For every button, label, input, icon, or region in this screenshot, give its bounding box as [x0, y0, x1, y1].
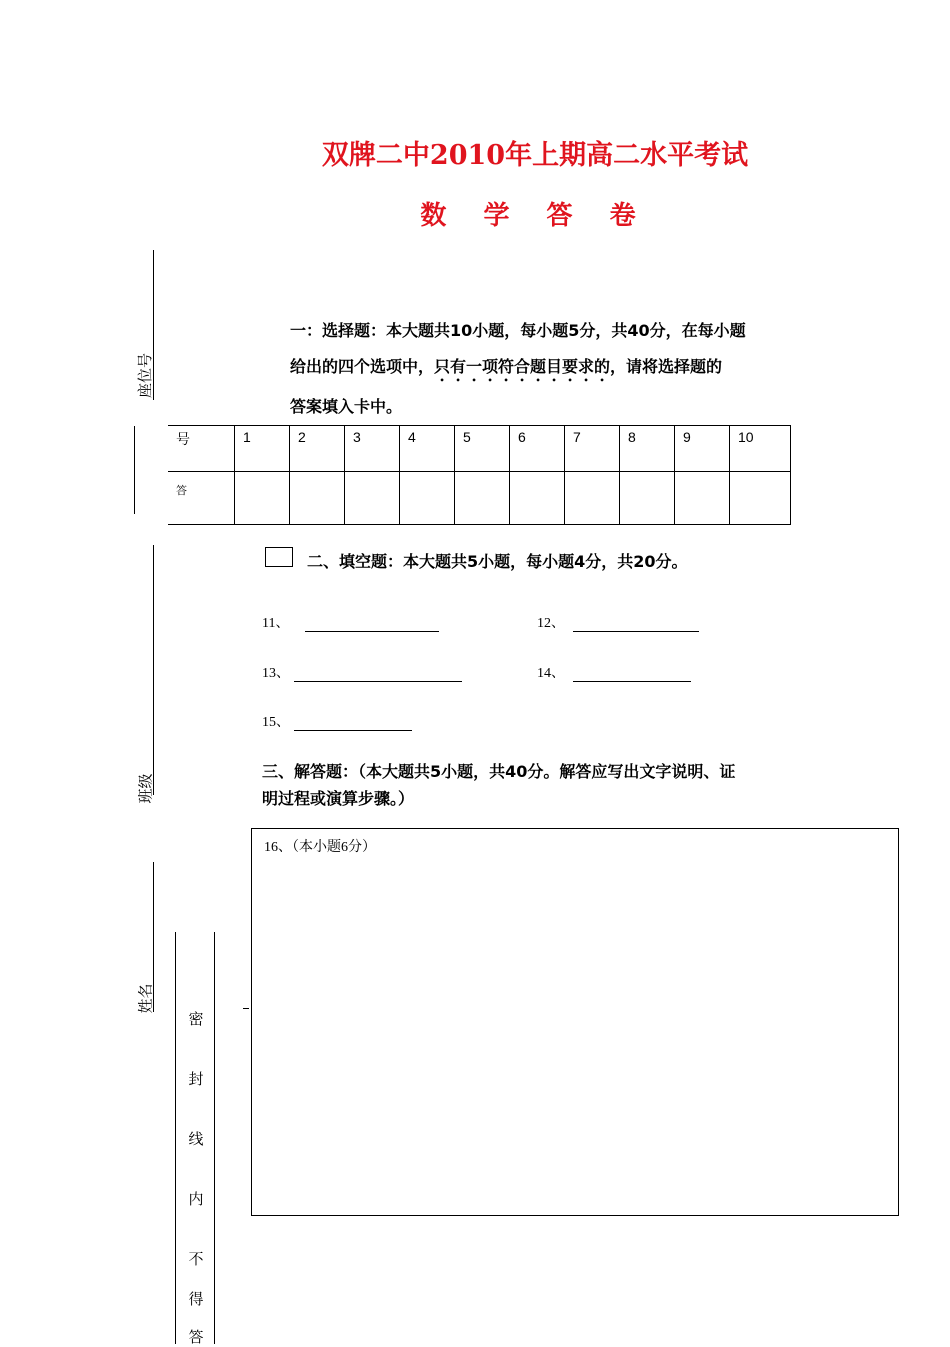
grid-number: 5 — [455, 426, 510, 472]
seal-char: 不 — [188, 1250, 204, 1268]
grid-number-row — [168, 426, 791, 472]
grid-number: 4 — [400, 426, 455, 472]
exam-title: 双牌二中2010年上期高二水平考试 — [321, 140, 749, 171]
answer-cell-3[interactable] — [345, 472, 400, 525]
section3-heading-line2: 明过程或演算步骤。） — [262, 789, 415, 808]
grid-answer-row — [168, 472, 791, 525]
seal-char: 得 — [188, 1290, 204, 1308]
seal-char: 封 — [188, 1070, 204, 1088]
class-field-line — [153, 545, 154, 795]
answer-cell-1[interactable] — [235, 472, 290, 525]
seal-line-right — [214, 932, 215, 1344]
grid-number: 8 — [620, 426, 675, 472]
score-box — [265, 547, 293, 567]
blank-label: 14、 — [537, 666, 565, 681]
blank-label: 11、 — [262, 616, 290, 631]
answer-cell-9[interactable] — [675, 472, 730, 525]
seat-field-label: 座位号 — [136, 352, 155, 399]
grid-number: 2 — [290, 426, 345, 472]
grid-row-head: 答 — [168, 472, 235, 525]
section1-emphasis: 只有一项符合题目要求的 — [434, 357, 611, 376]
answer-grid — [168, 425, 791, 525]
answer-cell-4[interactable] — [400, 472, 455, 525]
seal-line-left — [175, 932, 176, 1344]
grid-number: 7 — [565, 426, 620, 472]
answer-cell-5[interactable] — [455, 472, 510, 525]
margin-line — [134, 426, 135, 514]
blank-11 — [262, 612, 439, 632]
blank-label: 13、 — [262, 666, 290, 681]
seal-char: 线 — [188, 1130, 204, 1148]
answer-box-16[interactable] — [251, 828, 899, 1216]
answer-cell-8[interactable] — [620, 472, 675, 525]
answer-blank-12[interactable] — [573, 615, 699, 632]
blank-13 — [262, 662, 462, 682]
blank-14 — [537, 662, 691, 682]
answer-cell-10[interactable] — [730, 472, 791, 525]
exam-subtitle: 数 学 答 卷 — [420, 201, 650, 231]
answer-cell-6[interactable] — [510, 472, 565, 525]
section1-line3: 答案填入卡中。 — [290, 397, 403, 416]
seal-char: 密 — [188, 1010, 204, 1028]
answer-blank-13[interactable] — [294, 665, 462, 682]
seal-char: 内 — [188, 1190, 204, 1208]
grid-number: 10 — [730, 426, 791, 472]
answer-cell-7[interactable] — [565, 472, 620, 525]
section1-line2-c: ，请将选择题的 — [610, 357, 723, 376]
blank-15 — [262, 711, 412, 731]
grid-number: 3 — [345, 426, 400, 472]
section1-line2 — [290, 354, 722, 385]
seal-char: 答 — [188, 1328, 204, 1346]
section2-heading: 二、填空题：本大题共5小题，每小题4分，共20分。 — [307, 552, 688, 571]
answer-blank-14[interactable] — [573, 665, 691, 682]
section1-line1: 一：选择题：本大题共10小题，每小题5分，共40分，在每小题 — [290, 321, 746, 340]
class-field-label: 班级 — [136, 773, 155, 804]
blank-label: 12、 — [537, 616, 565, 631]
section1-line2-a: 给出的四个选项中， — [290, 357, 435, 376]
answer-cell-2[interactable] — [290, 472, 345, 525]
section3-heading-line1: 三、解答题：（本大题共5小题，共40分。解答应写出文字说明、证 — [262, 762, 736, 781]
grid-number: 6 — [510, 426, 565, 472]
grid-number: 1 — [235, 426, 290, 472]
answer-blank-11[interactable] — [305, 615, 439, 632]
answer-blank-15[interactable] — [294, 714, 412, 731]
name-field-label: 姓名 — [136, 983, 155, 1014]
blank-label: 15、 — [262, 715, 290, 730]
seal-tick — [243, 1008, 249, 1009]
blank-12 — [537, 612, 699, 632]
question-16-label: 16、（本小题6分） — [264, 840, 376, 855]
grid-row-head: 号 — [168, 426, 235, 472]
grid-number: 9 — [675, 426, 730, 472]
